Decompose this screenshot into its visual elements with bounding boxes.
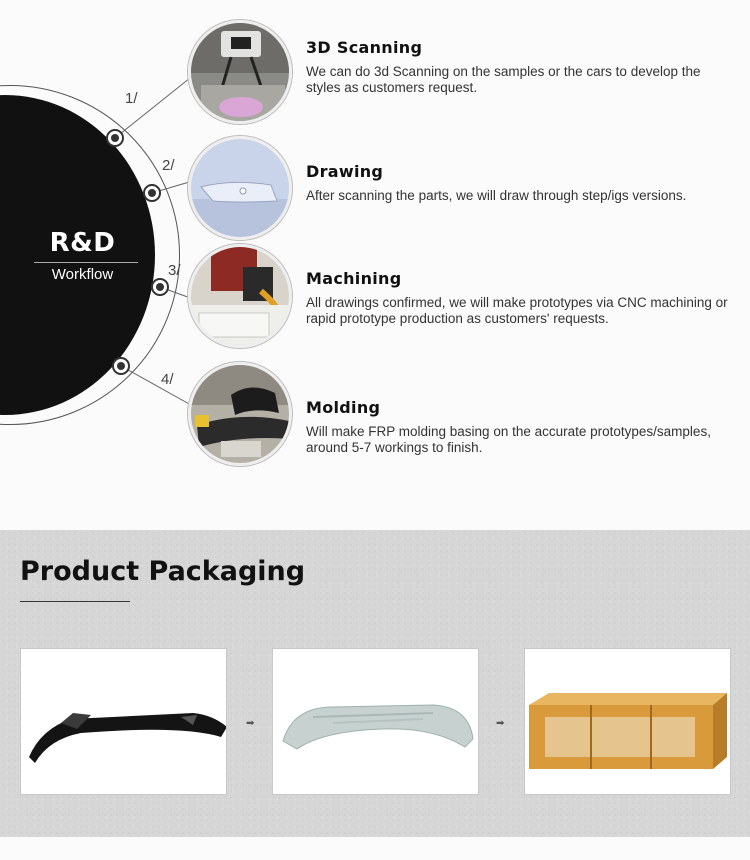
rd-subtitle: Workflow	[51, 266, 114, 283]
step-2-photo	[188, 136, 292, 240]
packaging-photo-product	[20, 648, 227, 795]
product-packaging-section	[0, 530, 750, 837]
page-footer-strip	[0, 837, 750, 860]
step-3-number: 3/	[168, 262, 181, 279]
rd-title: R&D	[49, 228, 116, 258]
step-4-number: 4/	[161, 371, 174, 388]
packaging-title: Product Packaging	[20, 556, 306, 587]
packaging-photo-wrapped	[272, 648, 479, 795]
step-2-dot	[143, 184, 161, 202]
step-2-number: 2/	[162, 157, 175, 174]
arrow-right-icon: ➡	[496, 718, 505, 729]
step-1-description: We can do 3d Scanning on the samples or the cars to develop the styles as customers request.	[306, 64, 701, 95]
step-1-number: 1/	[125, 90, 138, 107]
step-3-photo	[188, 244, 292, 348]
packaging-photo-carton	[524, 648, 731, 795]
step-1-dot	[106, 129, 124, 147]
step-1-title: 3D Scanning	[306, 38, 423, 57]
step-2-title: Drawing	[306, 162, 384, 181]
step-3-dot	[151, 278, 169, 296]
arrow-right-icon: ➡	[246, 718, 255, 729]
step-4-dot	[112, 357, 130, 375]
step-2-description: After scanning the parts, we will draw through step/igs versions.	[306, 188, 687, 203]
step-1-photo	[188, 20, 292, 124]
step-4-title: Molding	[306, 398, 381, 417]
step-3-title: Machining	[306, 269, 402, 288]
step-4-description: Will make FRP molding basing on the accurate prototypes/samples, around 5-7 workings to finish.	[306, 424, 711, 455]
step-3-description: All drawings confirmed, we will make prototypes via CNC machining or rapid prototype production as customers' requests.	[306, 295, 728, 326]
packaging-title-rule	[20, 601, 130, 602]
step-4-photo	[188, 362, 292, 466]
